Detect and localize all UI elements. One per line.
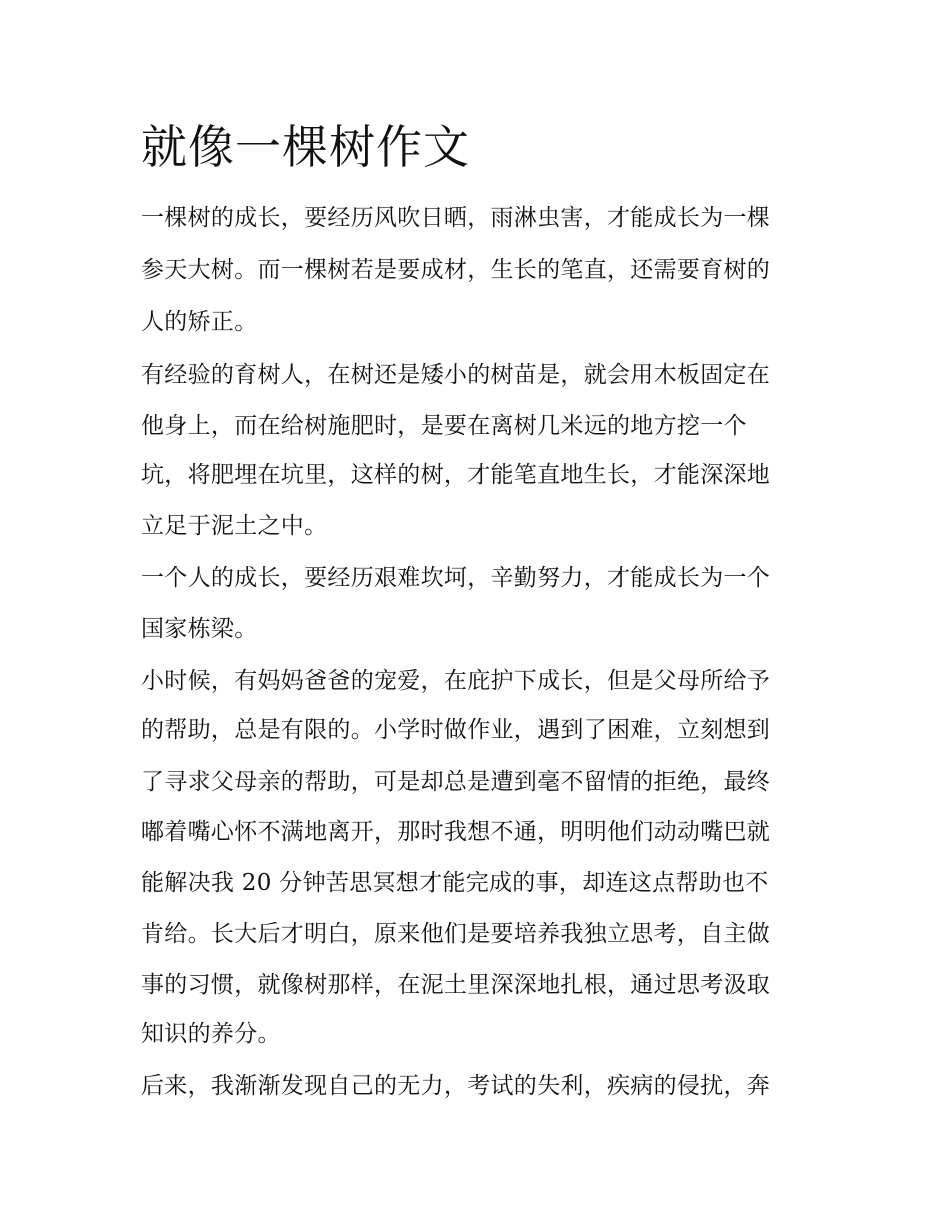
text-line: 有经验的育树人，在树还是矮小的树苗是，就会用木板固定在 (141, 362, 771, 388)
text-line: 一个人的成长，要经历艰难坎坷，辛勤努力，才能成长为一个 (141, 565, 771, 591)
text-line: 后来，我渐渐发现自己的无力，考试的失利，疾病的侵扰，奔 (141, 1073, 771, 1099)
text-line: 参天大树。而一棵树若是要成材，生长的笔直，还需要育树的 (141, 257, 771, 283)
text-line: 知识的养分。 (141, 1021, 281, 1047)
page-title: 就像一棵树作文 (141, 120, 470, 174)
text-line: 肯给。长大后才明白，原来他们是要培养我独立思考，自主做 (141, 921, 771, 947)
text-line: 能解决我 20 分钟苦思冥想才能完成的事，却连这点帮助也不 (141, 870, 769, 896)
text-line: 小时候，有妈妈爸爸的宠爱，在庇护下成长，但是父母所给予 (141, 668, 771, 694)
text-line: 坑，将肥埋在坑里，这样的树，才能笔直地生长，才能深深地 (141, 462, 771, 488)
text-line: 他身上，而在给树施肥时，是要在离树几米远的地方挖一个 (141, 413, 747, 439)
text-line: 的帮助，总是有限的。小学时做作业，遇到了困难，立刻想到 (141, 717, 771, 743)
text-line: 事的习惯，就像树那样，在泥土里深深地扎根，通过思考汲取 (141, 972, 771, 998)
text-line: 一棵树的成长，要经历风吹日晒，雨淋虫害，才能成长为一棵 (141, 205, 771, 231)
text-line: 立足于泥土之中。 (141, 513, 328, 539)
text-line: 人的矫正。 (141, 309, 258, 335)
text-line: 国家栋梁。 (141, 616, 258, 642)
text-line: 了寻求父母亲的帮助，可是却总是遭到毫不留情的拒绝，最终 (141, 769, 771, 795)
text-line: 嘟着嘴心怀不满地离开，那时我想不通，明明他们动动嘴巴就 (141, 819, 771, 845)
